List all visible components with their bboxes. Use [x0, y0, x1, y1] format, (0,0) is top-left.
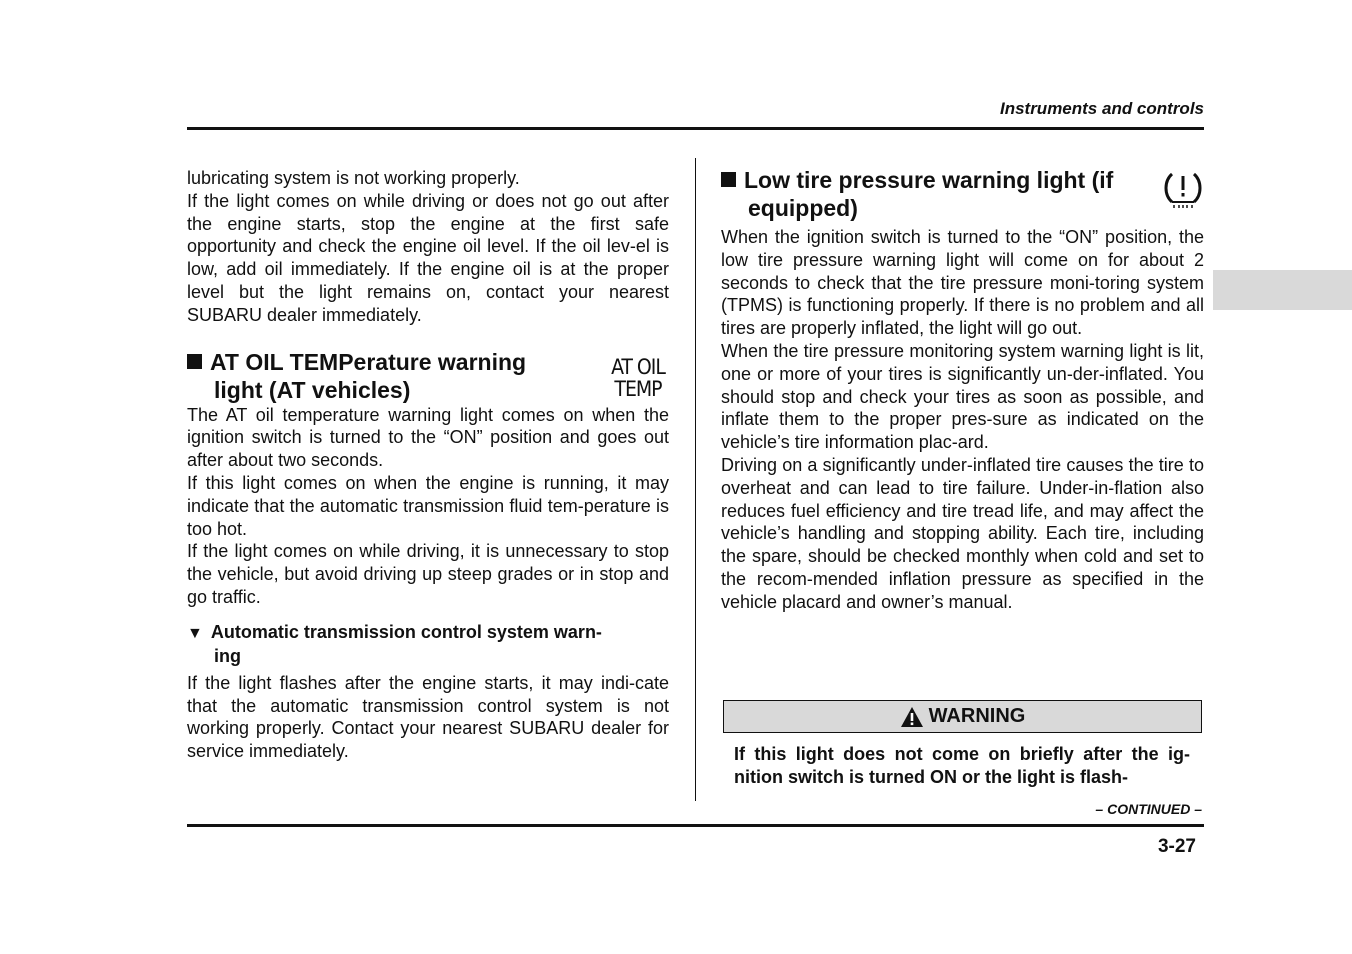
- paragraph: If this light comes on when the engine is running, it may indicate that the automatic transmission fluid tem-perature is too hot.: [187, 472, 669, 539]
- atcs-heading: ▼ Automatic transmission control system warn- ing: [187, 621, 602, 666]
- warning-text: If this light does not come on briefly after the ig-nition switch is turned ON or the light is flash-: [734, 744, 1190, 787]
- footer-rule: [187, 824, 1204, 827]
- paragraph: When the tire pressure monitoring system warning light is lit, one or more of your tires is significantly un-der-inflated. You should stop and check your tires as soon as possible, and inflate them to the proper pres-sure as indicated on the vehicle’s tire information plac-ard.: [721, 340, 1204, 453]
- paragraph: lubricating system is not working properly.: [187, 168, 520, 188]
- paragraph: If the light comes on while driving, it is unnecessary to stop the vehicle, but avoid driving up steep grades or in stop and go traffic.: [187, 541, 669, 607]
- warning-triangle-icon: [900, 706, 924, 728]
- continued-label: – CONTINUED –: [1095, 801, 1202, 817]
- paragraph: If the light flashes after the engine starts, it may indi-cate that the automatic transmission control system is not working properly. Contact your nearest SUBARU dealer for service immediately.: [187, 672, 669, 762]
- tire-pressure-warning-icon: [1162, 168, 1204, 210]
- paragraph: If the light comes on while driving or does not go out after the engine starts, stop the engine at the first safe opportunity and check the engine oil level. If the oil lev-el is low, add oil immediately. If the engine oil is at the proper level but the light remains on, contact your nearest SUBARU dealer immediately.: [187, 190, 669, 325]
- page-number: 3-27: [1157, 836, 1196, 857]
- right-column: [721, 226, 1204, 614]
- paragraph: The AT oil temperature warning light comes on when the ignition switch is turned to the “ON” position and goes out after about two seconds.: [187, 404, 669, 471]
- square-bullet-icon: [721, 172, 736, 187]
- column-divider: [695, 158, 696, 801]
- square-bullet-icon: [187, 354, 202, 369]
- warning-label: WARNING: [928, 705, 1026, 727]
- at-oil-heading: AT OIL TEMPerature warning light (AT vehicles): [187, 348, 577, 404]
- left-column: [187, 167, 669, 763]
- paragraph: Driving on a significantly under-inflated tire causes the tire to overheat and can lead to tire failure. Under-in-flation also reduces fuel efficiency and tire tread life, and may affect the vehicle’s handling and stopping ability. Each tire, including the spare, should be checked monthly when cold and set to the recom-mended inflation pressure as specified in the vehicle placard and owner’s manual.: [721, 454, 1204, 612]
- at-oil-temp-icon: AT OIL TEMP: [611, 355, 665, 401]
- triangle-bullet-icon: ▼: [187, 624, 203, 642]
- warning-banner: [723, 700, 1202, 733]
- paragraph: When the ignition switch is turned to the “ON” position, the low tire pressure warning light will come on for about 2 seconds to check that the tire pressure moni-toring system (TPMS) is functioning properly. If there is no problem and all tires are properly inflated, the light will go out.: [721, 227, 1204, 339]
- section-title: Instruments and controls: [999, 99, 1204, 118]
- tpms-heading: Low tire pressure warning light (if equipped): [721, 166, 1161, 222]
- header-rule: [187, 127, 1204, 130]
- chapter-tab: [1213, 270, 1352, 310]
